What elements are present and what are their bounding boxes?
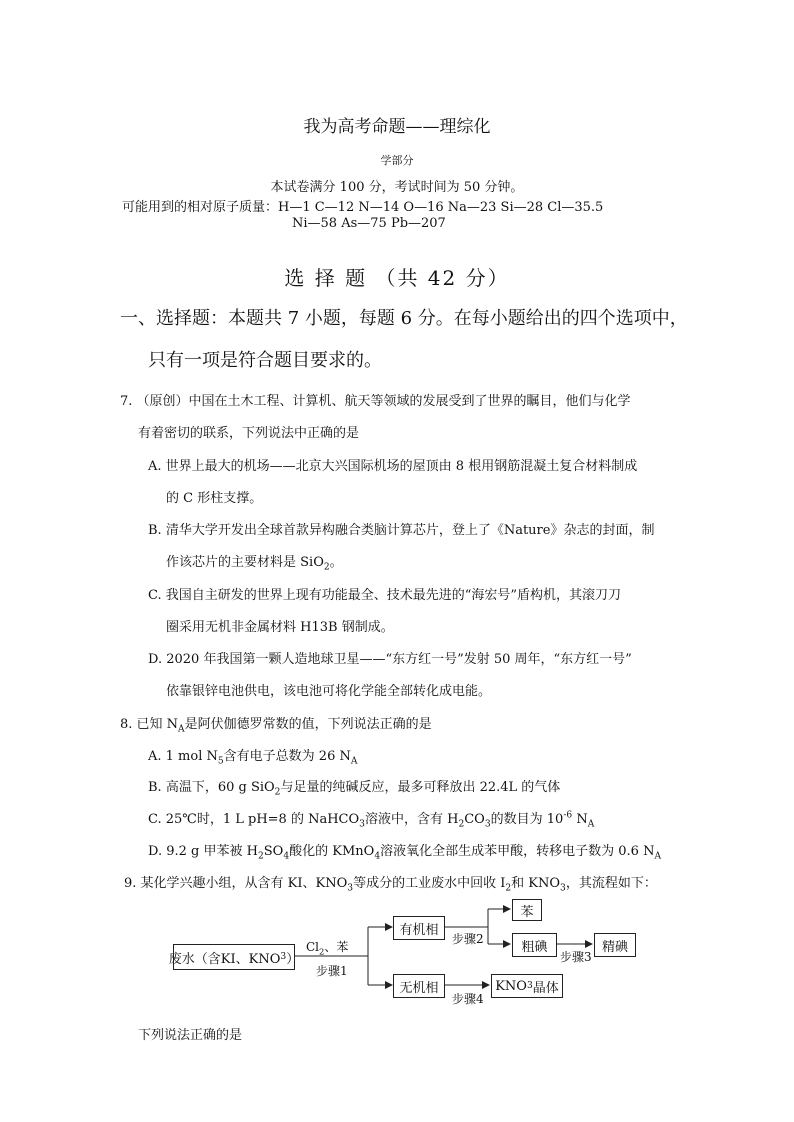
q8-b-b: 与足量的纯碱反应，最多可释放出 22.4L 的气体 xyxy=(280,780,561,795)
q8-a-b: 含有电子总数为 26 N xyxy=(223,749,351,764)
q8-c-c: CO xyxy=(464,812,485,827)
flow-box-wastewater: 废水（含KI、KNO 3 ） xyxy=(173,944,295,970)
q8-c-d: 的数目为 10 xyxy=(490,812,564,827)
q8-b-a: B. 高温下，60 g SiO xyxy=(148,780,275,795)
q8-d-d: 溶液氧化全部生成苯甲酸，转移电子数为 0.6 N xyxy=(380,844,655,859)
q8-stem-b: 是阿伏伽德罗常数的值，下列说法正确的是 xyxy=(184,717,432,732)
q8-d-a: D. 9.2 g 甲苯被 H xyxy=(148,844,258,859)
section-instructions-line2: 只有一项是符合题目要求的。 xyxy=(148,350,382,371)
q7-b2-text: 作该芯片的主要材料是 SiO xyxy=(166,555,324,570)
flow-box-inorganic: 无机相 xyxy=(393,974,445,998)
q8-option-d: D. 9.2 g 甲苯被 $H_2SO_4$酸化的 KMnO$_4$溶液氧化全部生成苯甲酸，转移电子数为 0.6 $N_A$ xyxy=(148,844,662,862)
q8-stem: 8. 已知 $N_A$是阿伏伽德罗常数的值，下列说法正确的是 xyxy=(120,717,432,735)
q8-d-c: 酸化的 KMnO xyxy=(289,844,375,859)
page-title: 我为高考命题——理综化 xyxy=(303,117,491,137)
q9-stem: 9. 某化学兴趣小组，从含有 KI、$KNO_3$等成分的工业废水中回收 $I_2$和 $KNO_3$，其流程如下： xyxy=(124,876,657,894)
flow-kno3-b: 晶体 xyxy=(532,980,559,996)
q9-stem-d: ，其流程如下： xyxy=(565,876,657,891)
flow-start-end: ） xyxy=(286,951,300,967)
flow-start-text: 废水（含KI、KNO xyxy=(168,951,281,967)
q9-stem-b: 等成分的工业废水中回收 I xyxy=(353,876,506,891)
flow-step3-label: 步骤3 xyxy=(560,950,592,964)
q8-d-b: SO xyxy=(263,844,284,859)
q8-stem-a: 8. 已知 N xyxy=(120,717,179,732)
q8-c-b: 溶液中，含有 H xyxy=(364,812,459,827)
section-title: 选 择 题 （共 42 分） xyxy=(284,266,510,290)
q7-stem-line2: 有着密切的联系，下列说法中正确的是 xyxy=(138,426,360,441)
q9-stem-c: 和 KNO xyxy=(511,876,561,891)
q8-option-b: B. 高温下，60 g SiO$_2$与足量的纯碱反应，最多可释放出 22.4L 的气体 xyxy=(148,780,561,798)
q7-option-d-line2: 依靠银锌电池供电，该电池可将化学能全部转化成电能。 xyxy=(166,684,492,699)
flow-box-benzene: 苯 xyxy=(512,899,542,921)
flow-kno3-a: KNO xyxy=(495,978,527,994)
q9-stem-a: 9. 某化学兴趣小组，从含有 KI、KNO xyxy=(124,876,348,891)
page-subtitle: 学部分 xyxy=(380,154,414,167)
q8-c-sup: -6 xyxy=(563,810,573,821)
flow-reagent-label: $Cl_2$、苯 xyxy=(306,940,349,957)
q7-option-b-line1: B. 清华大学开发出全球首款异构融合类脑计算芯片，登上了《Nature》杂志的封面，制 xyxy=(148,523,655,538)
q8-option-c: C. 25℃时，1 L pH=8 的 NaHCO$_3$溶液中，含有 $H_2CO_3$的数目为 $10^{-6}$ $N_A$ xyxy=(148,810,595,830)
q7-option-a-line1: A. 世界上最大的机场——北京大兴国际机场的屋顶由 8 根用钢筋混凝土复合材料制成 xyxy=(148,459,638,474)
q8-a-a: A. 1 mol N xyxy=(148,749,218,764)
q7-option-c-line1: C. 我国自主研发的世界上现有功能最全、技术最先进的“海宏号”盾构机，其滚刀刀 xyxy=(148,588,622,603)
atomic-masses-line1: 可能用到的相对原子质量：H—1 C—12 N—14 O—16 Na—23 Si—28 Cl—35.5 xyxy=(122,200,604,215)
exam-info: 本试卷满分 100 分，考试时间为 50 分钟。 xyxy=(270,180,524,195)
q7-b2-end: 。 xyxy=(329,555,343,570)
flow-step1-label: 步骤1 xyxy=(316,964,348,978)
q8-c-e: N xyxy=(572,812,588,827)
q8-option-a: A. 1 mol $N_5$含有电子总数为 26 $N_A$ xyxy=(148,749,358,767)
flow-box-pure-iodine: 精碘 xyxy=(594,933,636,957)
flow-box-crude-iodine: 粗碘 xyxy=(512,933,557,957)
flow-box-organic: 有机相 xyxy=(393,916,445,940)
flow-reagent-a: Cl xyxy=(306,940,320,954)
flow-reagent-b: 、苯 xyxy=(324,940,349,954)
q7-option-a-line2: 的 C 形柱支撑。 xyxy=(166,491,263,506)
q7-option-c-line2: 圈采用无机非金属材料 H13B 钢制成。 xyxy=(166,620,394,635)
q7-stem-line1: 7. （原创）中国在土木工程、计算机、航天等领域的发展受到了世界的瞩目，他们与化学 xyxy=(120,394,631,409)
q7-option-b-line2: 作该芯片的主要材料是 SiO$_2$。 xyxy=(166,555,343,573)
section-instructions-line1: 一、选择题：本题共 7 小题，每题 6 分。在每小题给出的四个选项中， xyxy=(120,308,688,329)
flow-step2-label: 步骤2 xyxy=(452,932,484,946)
q9-after-text: 下列说法正确的是 xyxy=(138,1028,243,1043)
flow-box-kno3-crystal: KNO 3 晶体 xyxy=(491,974,563,998)
q7-option-d-line1: D. 2020 年我国第一颗人造地球卫星——“东方红一号”发射 50 周年，“东方红一号” xyxy=(148,652,632,667)
atomic-masses-line2: Ni—58 As—75 Pb—207 xyxy=(292,216,446,231)
q8-c-a: C. 25℃时，1 L pH=8 的 NaHCO xyxy=(148,812,360,827)
flow-step4-label: 步骤4 xyxy=(452,992,484,1006)
